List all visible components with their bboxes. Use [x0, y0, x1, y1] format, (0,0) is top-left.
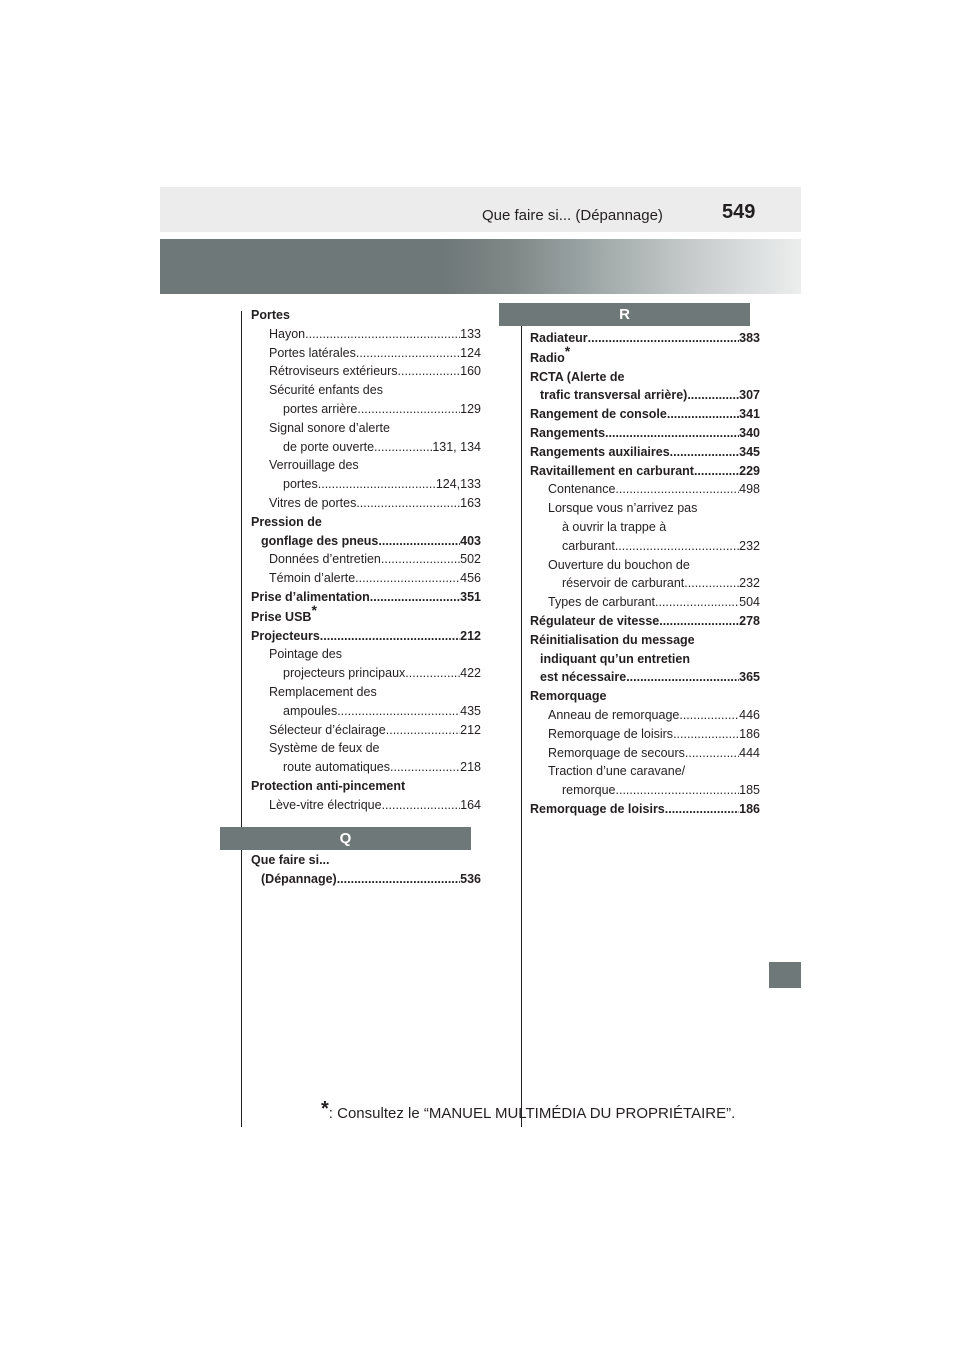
- entry-page: 502: [460, 552, 481, 567]
- index-column-left: [251, 306, 491, 815]
- entry-text: Que faire si...: [251, 853, 330, 867]
- index-entry: [251, 702, 481, 721]
- entry-text: à ouvrir la trappe à: [562, 519, 667, 534]
- center-column-rule: [521, 311, 522, 1127]
- entry-page: 212: [460, 722, 481, 737]
- dot-leader: [694, 462, 739, 481]
- index-entry: [530, 650, 770, 669]
- index-entry: [251, 419, 491, 438]
- entry-text: carburant: [562, 538, 615, 553]
- entry-page: 536: [460, 871, 481, 886]
- index-entry: [530, 368, 770, 387]
- entry-text: Régulateur de vitesse: [530, 613, 660, 628]
- entry-text: remorque: [562, 783, 616, 798]
- index-entry: [530, 725, 760, 744]
- entry-page: 422: [460, 666, 481, 681]
- dot-leader: [382, 796, 461, 815]
- entry-text: Ouverture du bouchon de: [548, 557, 690, 572]
- dot-leader: [320, 627, 460, 646]
- entry-text: est nécessaire: [540, 670, 627, 685]
- index-entry: [251, 475, 481, 494]
- entry-text: projecteurs principaux: [283, 666, 406, 681]
- entry-page: 498: [739, 482, 760, 497]
- entry-page: 186: [739, 801, 760, 816]
- entry-text: Types de carburant: [548, 595, 656, 610]
- index-entry: [251, 851, 491, 870]
- entry-text: trafic transversal arrière): [540, 388, 688, 403]
- entry-page: 185: [739, 783, 760, 798]
- entry-page: 456: [460, 571, 481, 586]
- dot-leader: [687, 386, 739, 405]
- entry-page: 160: [460, 364, 481, 379]
- entry-page: 278: [739, 613, 760, 628]
- index-entry: [530, 499, 770, 518]
- index-entry: [251, 721, 481, 740]
- index-entry: [251, 400, 481, 419]
- entry-text: Rangements auxiliaires: [530, 444, 670, 459]
- index-entry: [251, 456, 491, 475]
- dot-leader: [616, 781, 740, 800]
- entry-text: portes: [283, 477, 318, 492]
- entry-page: 403: [460, 533, 481, 548]
- index-entry: [251, 325, 481, 344]
- entry-text: Lève-vitre électrique: [269, 797, 382, 812]
- index-entry: [251, 601, 491, 627]
- entry-text: Vitres de portes: [269, 495, 357, 510]
- index-entry: [530, 668, 760, 687]
- entry-page: 131, 134: [432, 439, 481, 454]
- index-entry: [530, 537, 760, 556]
- dot-leader: [370, 588, 460, 607]
- entry-text: Prise USB: [251, 609, 312, 624]
- dot-leader: [356, 494, 460, 513]
- index-entry: [251, 870, 481, 889]
- entry-page: 444: [739, 745, 760, 760]
- index-entry: [251, 494, 481, 513]
- entry-page: 124,133: [435, 477, 481, 492]
- entry-text: Témoin d’alerte: [269, 571, 356, 586]
- index-entry: [530, 687, 770, 706]
- section-header-q: Q: [220, 827, 471, 850]
- index-entry: [251, 777, 491, 796]
- entry-page: 164: [460, 797, 481, 812]
- chapter-thumb-tab: [769, 962, 801, 988]
- entry-page: 504: [739, 595, 760, 610]
- index-entry: [530, 612, 760, 631]
- index-entry: [251, 569, 481, 588]
- entry-text: Remorquage: [530, 689, 607, 704]
- index-entry: [530, 706, 760, 725]
- index-entry: [530, 631, 770, 650]
- entry-text: Verrouillage des: [269, 458, 359, 473]
- entry-text: réservoir de carburant: [562, 576, 685, 591]
- dot-leader: [378, 532, 460, 551]
- dot-leader: [670, 443, 739, 462]
- header-band: [160, 239, 801, 294]
- index-entry: [530, 386, 760, 405]
- index-entry: [251, 381, 491, 400]
- index-entry: [251, 664, 481, 683]
- entry-page: 383: [739, 331, 760, 345]
- index-entry: [530, 424, 760, 443]
- index-entry: [530, 480, 760, 499]
- dot-leader: [615, 480, 739, 499]
- entry-page: 163: [460, 495, 481, 510]
- entry-page: 351: [460, 589, 481, 604]
- entry-text: Ravitaillement en carburant: [530, 463, 694, 478]
- dot-leader: [355, 569, 460, 588]
- dot-leader: [398, 362, 461, 381]
- entry-text: Portes latérales: [269, 345, 356, 360]
- dot-leader: [381, 550, 460, 569]
- entry-text: indiquant qu’un entretien: [540, 651, 690, 666]
- entry-text: (Dépannage): [261, 871, 337, 886]
- dot-leader: [318, 475, 436, 494]
- entry-page: 232: [739, 576, 760, 591]
- entry-text: Protection anti-pincement: [251, 778, 406, 793]
- entry-text: Radiateur: [530, 331, 588, 345]
- entry-text: gonflage des pneus: [261, 533, 379, 548]
- dot-leader: [679, 706, 739, 725]
- index-entry: [530, 405, 760, 424]
- page-number: 549: [722, 201, 756, 223]
- entry-text: portes arrière: [283, 401, 358, 416]
- entry-page: 218: [460, 760, 481, 775]
- entry-text: de porte ouverte: [283, 439, 375, 454]
- index-entry: [251, 532, 481, 551]
- index-entry: [530, 574, 760, 593]
- entry-text: Sécurité enfants des: [269, 383, 383, 398]
- dot-leader: [405, 664, 460, 683]
- dot-leader: [356, 344, 460, 363]
- entry-text: Portes: [251, 308, 290, 322]
- dot-leader: [665, 800, 739, 819]
- index-entry: [530, 443, 760, 462]
- dot-leader: [374, 438, 432, 457]
- index-entry: [251, 344, 481, 363]
- dot-leader: [337, 702, 460, 721]
- entry-text: Remorquage de loisirs: [530, 801, 665, 816]
- dot-leader: [588, 329, 739, 348]
- footnote: [321, 1098, 736, 1124]
- entry-page: 212: [460, 628, 481, 643]
- dot-leader: [357, 400, 460, 419]
- entry-text: RCTA (Alerte de: [530, 369, 625, 384]
- entry-text: Pression de: [251, 514, 322, 529]
- index-entry: [530, 744, 760, 763]
- index-entry: [530, 556, 770, 575]
- dot-leader: [667, 405, 739, 424]
- dot-leader: [659, 612, 739, 631]
- entry-text: Remorquage de secours: [548, 745, 685, 760]
- entry-page: 341: [739, 407, 760, 422]
- entry-text: Projecteurs: [251, 628, 320, 643]
- entry-page: 129: [460, 401, 481, 416]
- entry-text: ampoules: [283, 703, 338, 718]
- index-entry: [530, 518, 770, 537]
- entry-text: Rétroviseurs extérieurs: [269, 364, 398, 379]
- footnote-star: *: [321, 1098, 329, 1120]
- entry-page: 124: [460, 345, 481, 360]
- index-entry: [251, 758, 481, 777]
- index-entry: [251, 550, 481, 569]
- dot-leader: [615, 537, 739, 556]
- index-entry: [251, 683, 491, 702]
- index-section-r: [530, 329, 770, 819]
- entry-text: Pointage des: [269, 647, 342, 662]
- dot-leader: [655, 593, 739, 612]
- entry-page: 345: [739, 444, 760, 459]
- index-entry: [530, 781, 760, 800]
- entry-text: Rangements: [530, 425, 606, 440]
- header-title: Que faire si... (Dépannage): [482, 207, 663, 224]
- dot-leader: [605, 424, 739, 443]
- index-entry: [251, 513, 491, 532]
- index-entry: [530, 462, 760, 481]
- entry-text: Système de feux de: [269, 741, 380, 756]
- entry-text: Hayon: [269, 326, 306, 341]
- index-entry: [251, 739, 491, 758]
- index-entry: [530, 800, 760, 819]
- index-entry: [530, 593, 760, 612]
- index-entry: [251, 627, 481, 646]
- entry-text: Sélecteur d’éclairage: [269, 722, 386, 737]
- entry-text: Anneau de remorquage: [548, 707, 680, 722]
- entry-page: 307: [739, 388, 760, 403]
- footnote-star-marker: *: [311, 601, 317, 618]
- dot-leader: [685, 744, 739, 763]
- page-header: [160, 187, 801, 232]
- index-entry: [251, 588, 481, 607]
- entry-page: 446: [739, 707, 760, 722]
- index-entry: [530, 342, 770, 368]
- entry-text: Remplacement des: [269, 684, 377, 699]
- dot-leader: [390, 758, 460, 777]
- entry-text: Radio: [530, 350, 565, 365]
- index-entry: [251, 362, 481, 381]
- entry-text: Rangement de console: [530, 407, 667, 422]
- entry-page: 232: [739, 538, 760, 553]
- entry-text: route automatiques: [283, 760, 391, 775]
- index-entry: [251, 438, 481, 457]
- index-entry: [530, 762, 770, 781]
- entry-page: 435: [460, 703, 481, 718]
- index-entry: [251, 306, 491, 325]
- dot-leader: [337, 870, 460, 889]
- entry-text: Lorsque vous n’arrivez pas: [548, 501, 698, 516]
- entry-text: Contenance: [548, 482, 616, 497]
- entry-text: Données d’entretien: [269, 552, 381, 567]
- entry-text: Signal sonore d’alerte: [269, 420, 390, 435]
- entry-page: 186: [739, 726, 760, 741]
- entry-page: 365: [739, 670, 760, 685]
- dot-leader: [386, 721, 460, 740]
- entry-page: 340: [739, 425, 760, 440]
- footnote-text: : Consultez le “MANUEL MULTIMÉDIA DU PROPRIÉTAIRE”.: [328, 1105, 736, 1122]
- section-header-r: R: [499, 303, 750, 326]
- entry-page: 229: [739, 463, 760, 478]
- entry-text: Traction d’une caravane/: [548, 764, 686, 779]
- left-margin-rule: [241, 311, 242, 1127]
- index-entry: [251, 796, 481, 815]
- index-entry: [251, 645, 491, 664]
- entry-page: 133: [460, 326, 481, 341]
- entry-text: Remorquage de loisirs: [548, 726, 674, 741]
- dot-leader: [305, 325, 460, 344]
- dot-leader: [673, 725, 739, 744]
- entry-text: Prise d’alimentation: [251, 589, 370, 604]
- footnote-star-marker: *: [564, 342, 571, 359]
- dot-leader: [626, 668, 739, 687]
- index-section-q: [251, 851, 491, 889]
- dot-leader: [684, 574, 739, 593]
- entry-text: Réinitialisation du message: [530, 632, 695, 647]
